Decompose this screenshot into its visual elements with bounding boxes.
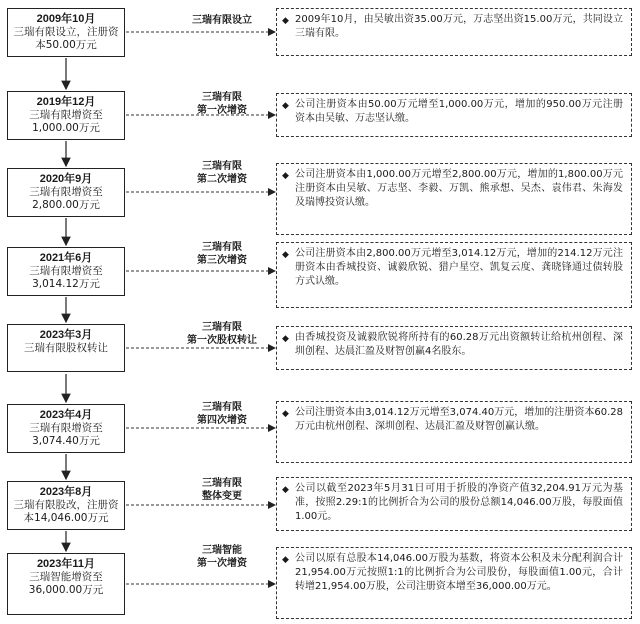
- event-label-line: 三瑞有限: [202, 478, 242, 489]
- diamond-bullet-icon: ◆: [282, 334, 289, 344]
- event-label: [178, 401, 266, 427]
- stage-description: 三瑞智能增资至36,000.00万元: [28, 571, 104, 596]
- diamond-bullet-icon: ◆: [282, 101, 289, 111]
- event-label: [178, 160, 266, 186]
- event-label-line: 三瑞有限: [202, 242, 242, 253]
- event-label-line: 三瑞有限: [202, 322, 242, 333]
- event-label: [178, 544, 266, 570]
- stage-detail-box: [276, 163, 632, 235]
- stage-date: 2023年3月: [39, 329, 93, 341]
- stage-detail-box: [276, 93, 632, 137]
- stage-detail-box: [276, 326, 632, 370]
- stage-detail-text: 2009年10月，由吴敏出资35.00万元，万志坚出资15.00万元，共同设立三瑞有限。: [295, 14, 623, 39]
- stage-date: 2020年9月: [39, 173, 93, 185]
- stage-box: [7, 8, 125, 57]
- stage-description: 三瑞有限增资至2,800.00万元: [29, 186, 103, 211]
- event-label: [178, 91, 266, 117]
- stage-box: [7, 404, 125, 453]
- diamond-bullet-icon: ◆: [282, 485, 289, 495]
- stage-date: 2023年11月: [36, 558, 96, 570]
- diamond-bullet-icon: ◆: [282, 409, 289, 419]
- stage-detail-text: 公司注册资本由3,014.12万元增至3,074.40万元，增加的注册资本60.28万元由杭州创程、深圳创程、达晨汇盈及财智创赢认缴。: [295, 407, 623, 432]
- stage-detail-text: 公司以原有总股本14,046.00万股为基数，将资本公积及未分配利润合计21,954.00万元按照1:1的比例折合为公司股份，每股面值1.00元，合计转增21,954.00万股，公司注册资本增至36,000.00万元。: [295, 553, 623, 592]
- event-label-line: 第一次增资: [197, 105, 247, 116]
- stage-detail-box: [276, 547, 632, 619]
- stage-description: 三瑞有限增资至3,074.40万元: [29, 422, 103, 447]
- event-label-line: 三瑞有限: [202, 402, 242, 413]
- event-label-line: 第三次增资: [197, 255, 247, 266]
- stage-box: [7, 481, 125, 530]
- stage-box: [7, 247, 125, 296]
- event-label-line: 三瑞有限设立: [192, 15, 252, 26]
- stage-description: 三瑞有限增资至3,014.12万元: [29, 265, 103, 290]
- event-label-line: 第一次股权转让: [187, 335, 257, 346]
- stage-detail-text: 公司以截至2023年5月31日可用于折股的净资产值32,204.91万元为基准，按照2.29:1的比例折合为公司的股份总额14,046.00万股，每股面值1.00元。: [295, 483, 623, 522]
- stage-detail-text: 公司注册资本由2,800.00万元增至3,014.12万元，增加的214.12万元注册资本由香城投资、诚毅欣锐、猎户星空、凯复云度、龚晓锋通过债转股方式认缴。: [295, 248, 623, 287]
- stage-date: 2019年12月: [36, 96, 96, 108]
- diamond-bullet-icon: ◆: [282, 250, 289, 260]
- event-label: [178, 14, 266, 27]
- stage-description: 三瑞有限设立，注册资本50.00万元: [13, 26, 119, 51]
- diamond-bullet-icon: ◆: [282, 171, 289, 181]
- stage-detail-box: [276, 477, 632, 531]
- stage-box: [7, 324, 125, 372]
- stage-detail-text: 由香城投资及诚毅欣锐将所持有的60.28万元出资额转让给杭州创程、深圳创程、达晨汇盈及财智创赢4名股东。: [295, 332, 623, 357]
- stage-detail-box: [276, 242, 632, 308]
- stage-date: 2021年6月: [39, 252, 93, 264]
- event-label-line: 第四次增资: [197, 415, 247, 426]
- event-label-line: 第二次增资: [197, 174, 247, 185]
- event-label-line: 三瑞有限: [202, 161, 242, 172]
- event-label-line: 三瑞智能: [202, 545, 242, 556]
- stage-detail-text: 公司注册资本由1,000.00万元增至2,800.00万元，增加的1,800.00万元注册资本由吴敏、万志坚、李毅、万凯、熊承想、吴杰、袁伟君、朱海发及瑞博投资认缴。: [295, 169, 623, 208]
- event-label-line: 三瑞有限: [202, 92, 242, 103]
- event-label-line: 第一次增资: [197, 558, 247, 569]
- stage-detail-box: [276, 401, 632, 463]
- stage-box: [7, 553, 125, 615]
- diamond-bullet-icon: ◆: [282, 16, 289, 26]
- stage-description: 三瑞有限股改，注册资本14,046.00万元: [13, 499, 119, 524]
- stage-description: 三瑞有限增资至1,000.00万元: [29, 109, 103, 134]
- stage-box: [7, 168, 125, 217]
- stage-date: 2009年10月: [36, 13, 96, 25]
- stage-date: 2023年8月: [39, 486, 93, 498]
- stage-box: [7, 91, 125, 140]
- event-label-line: 整体变更: [202, 491, 242, 502]
- stage-detail-box: [276, 8, 632, 56]
- event-label: [178, 241, 266, 267]
- stage-description: 三瑞有限股权转让: [24, 342, 108, 354]
- event-label: [178, 321, 266, 347]
- diamond-bullet-icon: ◆: [282, 555, 289, 565]
- stage-date: 2023年4月: [39, 409, 93, 421]
- stage-detail-text: 公司注册资本由50.00万元增至1,000.00万元，增加的950.00万元注册资本由吴敏、万志坚认缴。: [295, 99, 623, 124]
- event-label: [178, 477, 266, 503]
